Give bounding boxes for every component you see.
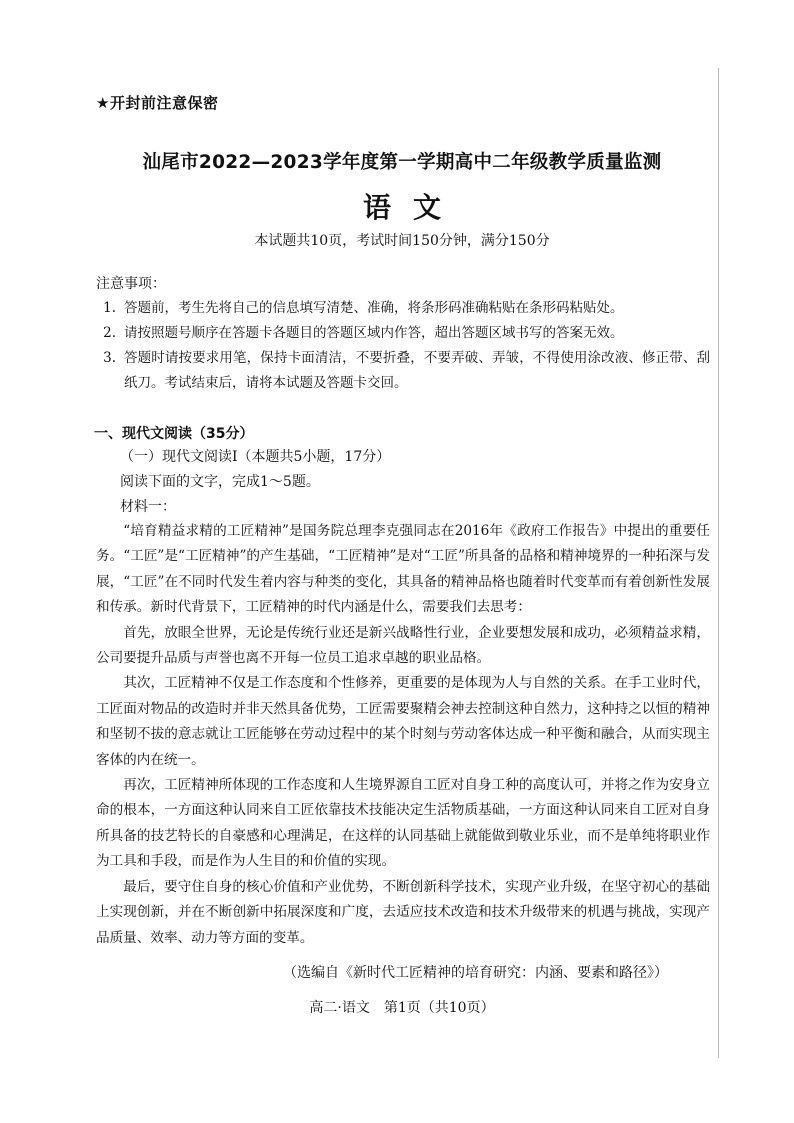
- passage-paragraph: 首先，放眼全世界，无论是传统行业还是新兴战略性行业，企业要想发展和成功，必须精益求精，公司要提升品质与声誉也离不开每一位员工追求卓越的职业品格。: [96, 624, 710, 667]
- note-item: [96, 321, 710, 346]
- exam-title: 汕尾市2022—2023学年度第一学期高中二年级教学质量监测: [142, 152, 662, 173]
- reading-instruction: 阅读下面的文字，完成1～5题。: [120, 474, 320, 490]
- exam-info: 本试题共10页，考试时间150分钟，满分150分: [254, 233, 550, 249]
- note-number: 3.: [103, 350, 116, 366]
- note-number: 2.: [103, 325, 116, 341]
- notes-list: [96, 296, 710, 396]
- subject-title: 语文: [362, 191, 463, 224]
- material-label: 材料一：: [120, 499, 176, 515]
- margin-rule: [718, 68, 719, 1058]
- notes-heading: 注意事项：: [96, 276, 166, 292]
- source-citation: （选编自《新时代工匠精神的培育研究：内涵、要素和路径》）: [283, 965, 668, 981]
- passage-paragraph: 最后，要守住自身的核心价值和产业优势，不断创新科学技术，实现产业升级，在坚守初心的基础上实现创新，并在不断创新中拓展深度和广度，去适应技术改造和技术升级带来的机遇与挑战，实现产品质量、效率、动力等方面的变革。: [96, 878, 710, 946]
- section-heading: 一、现代文阅读（35分）: [94, 426, 254, 442]
- note-text: 答题时请按要求用笔，保持卡面清洁，不要折叠，不要弄破、弄皱，不得使用涂改液、修正带、刮纸刀。考试结束后，请将本试题及答题卡交回。: [124, 350, 710, 391]
- note-text: 请按照题号顺序在答题卡各题目的答题区域内作答，超出答题区域书写的答案无效。: [124, 325, 624, 341]
- note-item: [96, 296, 710, 321]
- page-footer: 高二·语文 第1页（共10页）: [309, 1000, 495, 1016]
- note-number: 1.: [103, 300, 116, 316]
- passage-paragraph: 其次，工匠精神不仅是工作态度和个性修养，更重要的是体现为人与自然的关系。在手工业时代，工匠面对物品的改造时并非天然具备优势，工匠需要聚精会神去控制这种自然力，这种持之以恒的精神和坚韧不拔的意志就让工匠能够在劳动过程中的某个时刻与劳动客体达成一种平衡和融合，从而实现主客体的内在统一。: [96, 675, 710, 768]
- passage-paragraph: 再次，工匠精神所体现的工作态度和人生境界源自工匠对自身工种的高度认可，并将之作为安身立命的根本，一方面这种认同来自工匠依靠技术技能决定生活物质基础，一方面这种认同来自工匠对自身所具备的技艺特长的自豪感和心理满足，在这样的认同基础上就能做到敬业乐业，而不是单纯将职业作为工具和手段，而是作为人生目的和价值的实现。: [96, 777, 710, 870]
- note-text: 答题前，考生先将自己的信息填写清楚、准确，将条形码准确粘贴在条形码粘贴处。: [124, 300, 624, 316]
- passage-body: [96, 519, 710, 951]
- subsection-heading: （一）现代文阅读Ⅰ（本题共5小题，17分）: [120, 449, 391, 465]
- confidential-notice: ★开封前注意保密: [96, 94, 219, 112]
- passage-paragraph: “培育精益求精的工匠精神”是国务院总理李克强同志在2016年《政府工作报告》中提出的重要任务。“工匠”是“工匠精神”的产生基础，“工匠精神”是对“工匠”所具备的品格和精神境界的一种拓深与发展，“工匠”在不同时代发生着内容与种类的变化，其具备的精神品格也随着时代变革而有着创新性发展和传承。新时代背景下，工匠精神的时代内涵是什么，需要我们去思考：: [96, 523, 710, 616]
- note-item: [96, 346, 710, 396]
